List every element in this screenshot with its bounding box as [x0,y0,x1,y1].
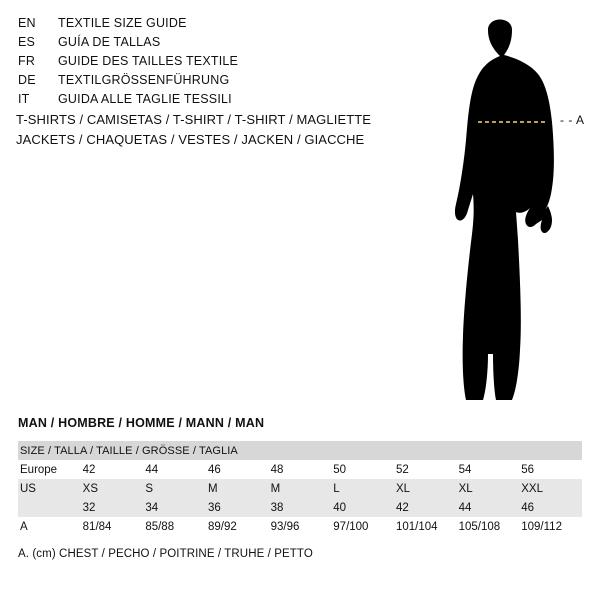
language-row [18,54,388,73]
table-footnote: A. (cm) CHEST / PECHO / POITRINE / TRUHE / PETTO [18,548,313,560]
row-label [18,498,81,517]
table-row [18,498,582,517]
table-cell: 48 [269,460,332,479]
table-cell: 93/96 [269,517,332,536]
table-title: MAN / HOMBRE / HOMME / MANN / MAN [18,416,265,430]
size-table-wrap [18,441,582,536]
table-cell: 105/108 [457,517,520,536]
language-code: DE [18,73,36,87]
table-cell: 85/88 [143,517,206,536]
table-cell: 109/112 [519,517,582,536]
body-figure [400,10,600,410]
table-row [18,460,582,479]
language-code: EN [18,16,36,30]
measure-label-a: - - A [560,113,585,127]
table-cell: L [331,479,394,498]
table-cell: 42 [394,498,457,517]
language-text: TEXTILE SIZE GUIDE [58,16,187,30]
table-cell: 50 [331,460,394,479]
row-label: US [18,479,81,498]
table-cell: 97/100 [331,517,394,536]
row-label: Europe [18,460,81,479]
table-cell: 36 [206,498,269,517]
table-cell: 44 [457,498,520,517]
table-cell: XS [81,479,144,498]
language-row [18,92,388,111]
size-table [18,441,582,536]
language-row [18,16,388,35]
category-line-jackets: JACKETS / CHAQUETAS / VESTES / JACKEN / GIACCHE [16,132,365,147]
table-cell: 46 [519,498,582,517]
language-code: IT [18,92,30,106]
language-guide-block [18,16,388,111]
table-cell: S [143,479,206,498]
table-cell: 56 [519,460,582,479]
table-cell: M [269,479,332,498]
row-label: A [18,517,81,536]
language-row [18,73,388,92]
table-row [18,479,582,498]
table-cell: 54 [457,460,520,479]
table-cell: 38 [269,498,332,517]
table-cell: 42 [81,460,144,479]
table-cell: 52 [394,460,457,479]
category-block [16,110,436,150]
table-header-label: SIZE / TALLA / TAILLE / GRÖSSE / TAGLIA [18,441,582,460]
table-cell: 46 [206,460,269,479]
table-cell: 34 [143,498,206,517]
language-text: GUIDA ALLE TAGLIE TESSILI [58,92,232,106]
table-header-row [18,441,582,460]
language-text: TEXTILGRÖSSENFÜHRUNG [58,73,230,87]
table-cell: XXL [519,479,582,498]
table-cell: 101/104 [394,517,457,536]
table-cell: 40 [331,498,394,517]
table-cell: M [206,479,269,498]
language-row [18,35,388,54]
male-silhouette-icon [400,10,600,410]
language-code: ES [18,35,36,49]
category-line-tshirts: T-SHIRTS / CAMISETAS / T-SHIRT / T-SHIRT / MAGLIETTE [16,112,372,127]
table-cell: 44 [143,460,206,479]
table-cell: 81/84 [81,517,144,536]
language-text: GUIDE DES TAILLES TEXTILE [58,54,239,68]
table-cell: 32 [81,498,144,517]
language-code: FR [18,54,36,68]
table-row [18,517,582,536]
table-cell: XL [457,479,520,498]
table-cell: 89/92 [206,517,269,536]
language-text: GUÍA DE TALLAS [58,35,161,49]
table-cell: XL [394,479,457,498]
